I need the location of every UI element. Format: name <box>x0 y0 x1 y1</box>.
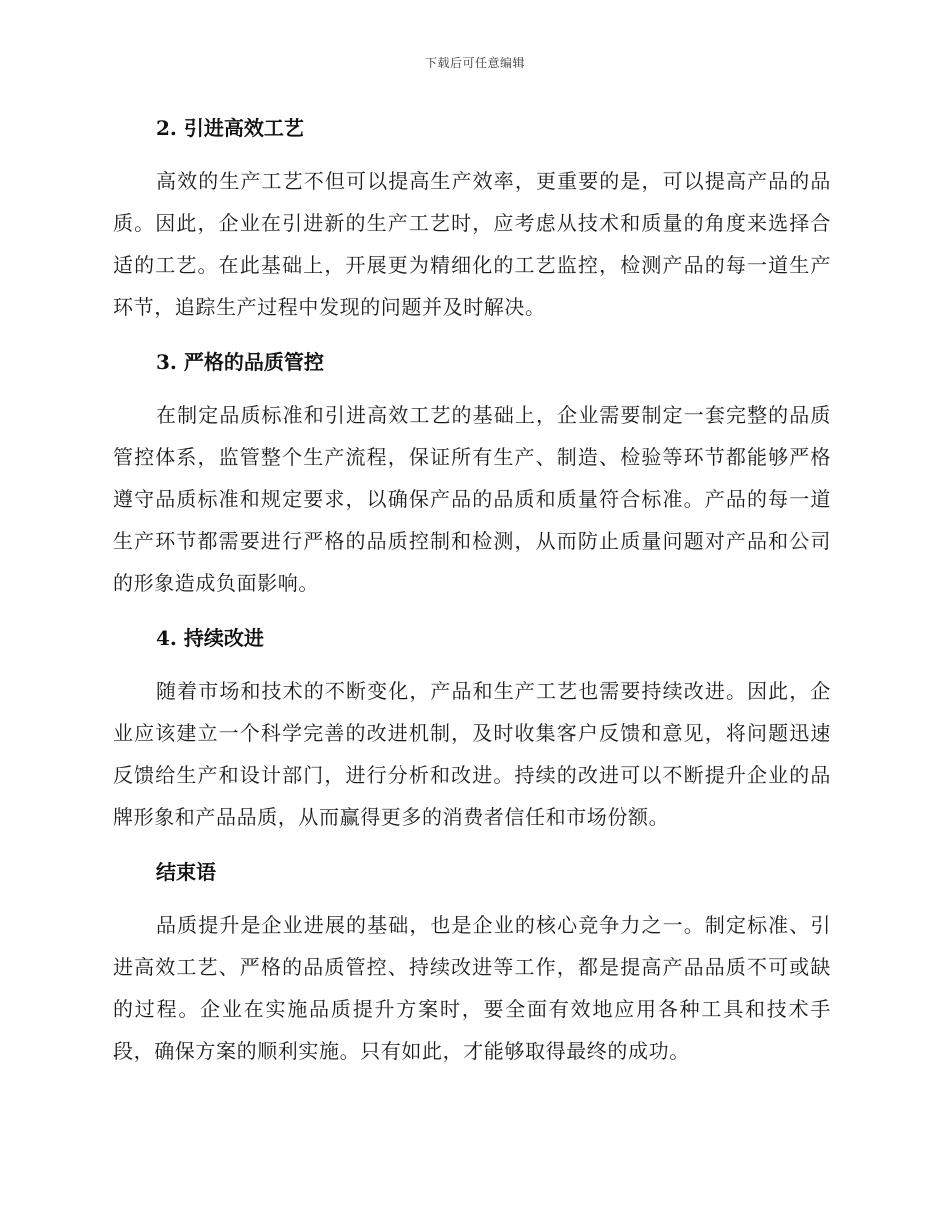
section-heading: 结束语 <box>156 860 216 884</box>
header-note: 下载后可任意编辑 <box>424 56 525 70</box>
section-heading: 2. 引进高效工艺 <box>156 116 304 140</box>
section-paragraph: 高效的生产工艺不但可以提高生产效率，更重要的是，可以提高产品的品质。因此，企业在引进新的生产工艺时，应考虑从技术和质量的角度来选择合适的工艺。在此基础上，开展更为精细化的工艺监控，检测产品的每一道生产环节，追踪生产过程中发现的问题并及时解决。 <box>113 169 831 319</box>
section-heading: 4. 持续改进 <box>156 626 264 650</box>
section-paragraph: 随着市场和技术的不断变化，产品和生产工艺也需要持续改进。因此，企业应该建立一个科学完善的改进机制，及时收集客户反馈和意见，将问题迅速反馈给生产和设计部门，进行分析和改进。持续的改进可以不断提升企业的品牌形象和产品品质，从而赢得更多的消费者信任和市场份额。 <box>113 679 831 829</box>
section-heading: 3. 严格的品质管控 <box>156 350 324 374</box>
section-paragraph: 在制定品质标准和引进高效工艺的基础上，企业需要制定一套完整的品质管控体系，监管整个生产流程，保证所有生产、制造、检验等环节都能够严格遵守品质标准和规定要求，以确保产品的品质和质量符合标准。产品的每一道生产环节都需要进行严格的品质控制和检测，从而防止质量问题对产品和公司的形象造成负面影响。 <box>113 403 831 595</box>
section-paragraph: 品质提升是企业进展的基础，也是企业的核心竞争力之一。制定标准、引进高效工艺、严格的品质管控、持续改进等工作，都是提高产品品质不可或缺的过程。企业在实施品质提升方案时，要全面有效地应用各种工具和技术手段，确保方案的顺利实施。只有如此，才能够取得最终的成功。 <box>113 913 831 1063</box>
document-body <box>113 108 831 1072</box>
